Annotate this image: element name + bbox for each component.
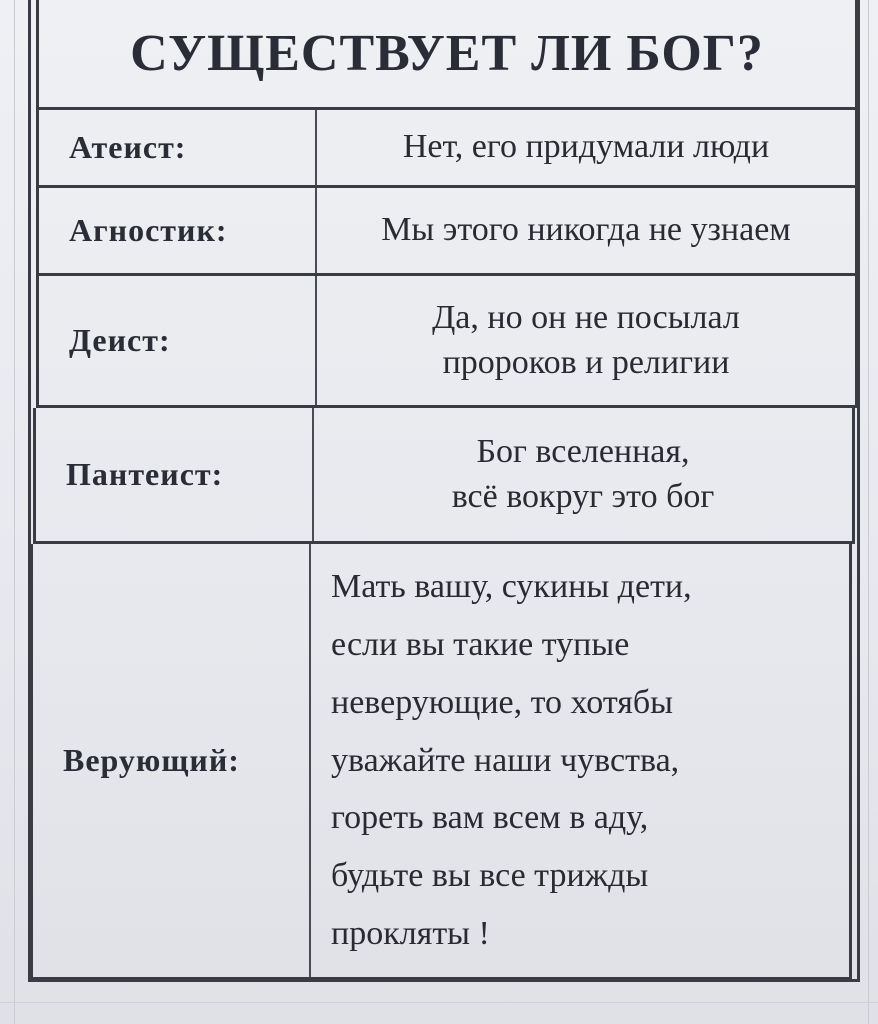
row-answer-cell xyxy=(309,544,849,977)
row-label-cell xyxy=(39,110,315,185)
grid-line xyxy=(0,1002,878,1003)
table-row xyxy=(36,276,858,408)
row-label: Деист: xyxy=(69,322,171,358)
grid-line xyxy=(14,0,15,1024)
page-title: СУЩЕСТВУЕТ ЛИ БОГ? xyxy=(130,25,764,82)
row-label-cell xyxy=(33,544,309,977)
row-answer-cell xyxy=(315,110,855,185)
answer-line: если вы такие тупые xyxy=(331,626,630,663)
grid-line xyxy=(868,0,869,1024)
row-answer-cell xyxy=(315,276,855,405)
answer-line: всё вокруг это бог xyxy=(451,477,715,515)
table-row xyxy=(36,188,858,276)
answer-line: Да, но он не посылал xyxy=(432,298,740,336)
row-label: Агностик: xyxy=(69,212,228,248)
answer-line: гореть вам всем в аду, xyxy=(331,799,649,837)
answer-line: неверующие, то хотябы xyxy=(331,683,674,721)
answer-line: Нет, его придумали люди xyxy=(402,128,770,166)
answer-line: Бог вселенная, xyxy=(476,432,690,470)
row-label: Атеист: xyxy=(69,129,187,165)
row-label-cell xyxy=(39,276,315,405)
row-label-cell xyxy=(39,188,315,273)
answer-line: уважайте наши чувства, xyxy=(331,741,680,779)
table-row xyxy=(33,408,855,544)
answer-line: прокляты ! xyxy=(331,914,490,952)
answer-line: будьте вы все трижды xyxy=(331,857,649,895)
answer-line: пророков и религии xyxy=(442,343,730,381)
title-cell xyxy=(36,0,858,110)
table-row xyxy=(30,544,852,980)
row-label-cell xyxy=(36,408,312,541)
answer-line: Мать вашу, сукины дети, xyxy=(331,568,692,606)
table-row xyxy=(36,110,858,188)
row-answer-cell xyxy=(312,408,852,541)
row-label: Пантеист: xyxy=(66,456,224,492)
answer-line: Мы этого никогда не узнаем xyxy=(381,211,791,249)
row-answer-cell xyxy=(315,188,855,273)
row-label: Верующий: xyxy=(63,742,240,778)
